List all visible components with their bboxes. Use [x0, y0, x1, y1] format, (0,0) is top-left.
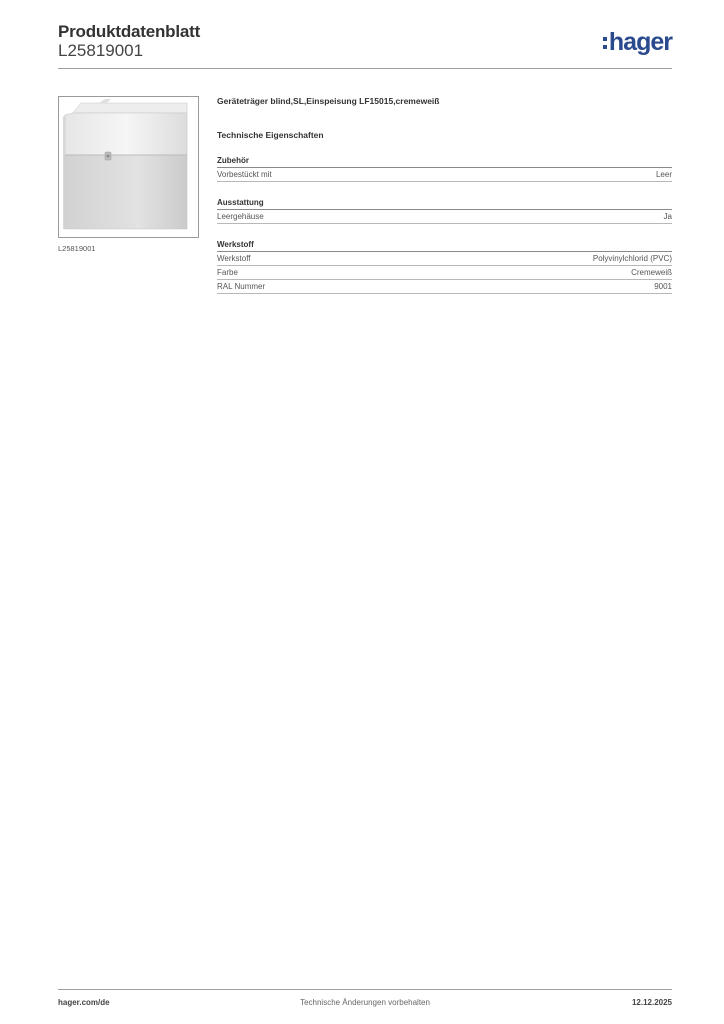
product-image — [58, 96, 199, 238]
spec-group-zubehoer — [217, 156, 672, 182]
page-header — [58, 22, 672, 69]
section-heading: Technische Eigenschaften — [217, 130, 324, 140]
logo-text: hager — [608, 28, 672, 56]
product-illustration — [59, 97, 198, 237]
footer-notice: Technische Änderungen vorbehalten — [300, 998, 430, 1007]
spec-label: Vorbestückt mit — [217, 170, 272, 179]
spec-value: Cremeweiß — [631, 268, 672, 277]
product-name: Geräteträger blind,SL,Einspeisung LF15015,cremeweiß — [217, 96, 440, 106]
hager-logo — [603, 28, 672, 57]
spec-value: 9001 — [654, 282, 672, 291]
spec-row — [217, 266, 672, 280]
spec-group-title: Ausstattung — [217, 198, 672, 210]
spec-value: Polyvinylchlorid (PVC) — [592, 254, 672, 263]
spec-label: Werkstoff — [217, 254, 251, 263]
header-divider — [58, 68, 672, 69]
spec-group-title: Zubehör — [217, 156, 672, 168]
image-caption: L25819001 — [58, 244, 96, 253]
footer-date: 12.12.2025 — [631, 998, 672, 1007]
spec-group-title: Werkstoff — [217, 240, 672, 252]
spec-row — [217, 168, 672, 182]
page-title: Produktdatenblatt — [58, 22, 201, 41]
spec-value: Ja — [663, 212, 672, 221]
spec-content — [217, 96, 672, 294]
spec-row — [217, 280, 672, 294]
spec-label: Farbe — [217, 268, 238, 277]
spec-value: Leer — [655, 170, 672, 179]
spec-group-werkstoff — [217, 240, 672, 294]
spec-group-ausstattung — [217, 198, 672, 224]
footer-divider — [58, 989, 672, 990]
spec-row — [217, 252, 672, 266]
logo-dots-icon — [603, 37, 607, 49]
footer-website-link[interactable]: hager.com/de — [58, 998, 110, 1007]
product-code: L25819001 — [58, 41, 144, 60]
spec-label: Leergehäuse — [217, 212, 264, 221]
spec-label: RAL Nummer — [217, 282, 266, 291]
spec-row — [217, 210, 672, 224]
